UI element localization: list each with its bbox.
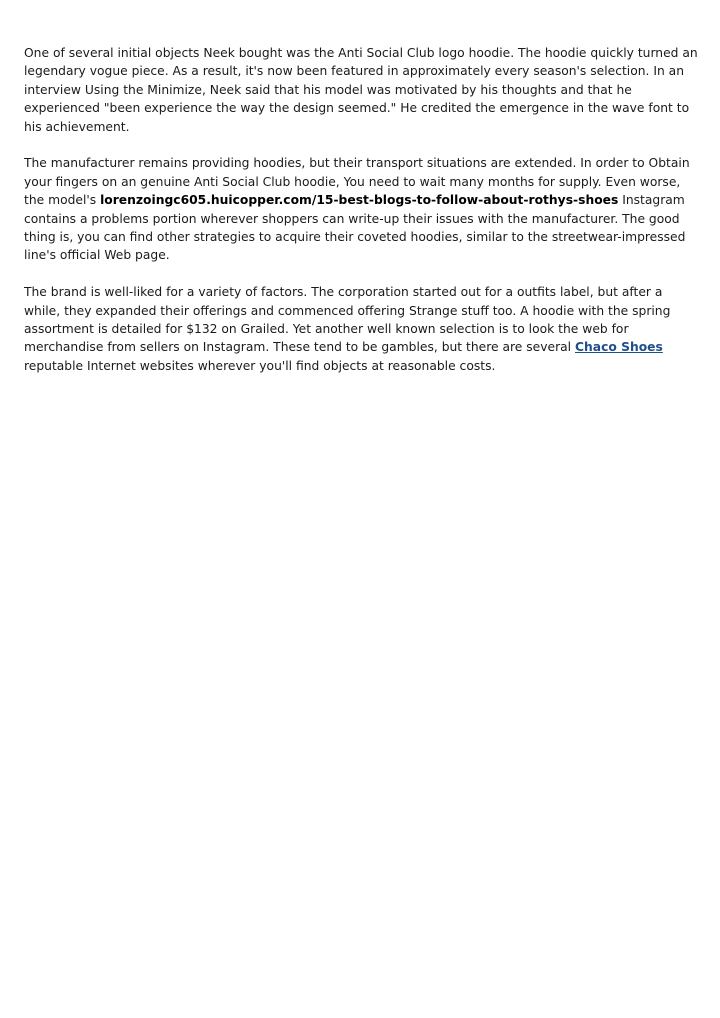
paragraph-2-text-after: Instagram contains a problems portion wherever shoppers can write-up their issues with the manufacturer. The good thing is, you can find other strategies to acquire their coveted hoodies, similar to the streetwear-impressed line's official Web page. xyxy=(24,193,686,263)
paragraph-1-text: One of several initial objects Neek bought was the Anti Social Club logo hoodie. The hoodie quickly turned an legendary vogue piece. As a result, it's now been featured in approximately every season's selection. In an interview Using the Minimize, Neek said that his model was motivated by his thoughts and that he experienced "been experience the way the design seemed." He credited the emergence in the wave font to his achievement. xyxy=(24,46,698,134)
paragraph-3-text-after: reputable Internet websites wherever you'll find objects at reasonable costs. xyxy=(24,358,496,373)
document-body xyxy=(24,44,700,394)
paragraph-3-text-before: The brand is well-liked for a variety of factors. The corporation started out for a outfits label, but after a while, they expanded their offerings and commenced offering Strange stuff too. A hoodie with the spring assortment is detailed for $132 on Grailed. Yet another well known selection is to look the web for merchandise from sellers on Instagram. These tend to be gambles, but there are several xyxy=(24,285,671,355)
chaco-shoes-link[interactable]: Chaco Shoes xyxy=(575,340,663,355)
paragraph-3 xyxy=(24,283,700,375)
bold-url-text: lorenzoingc605.huicopper.com/15-best-blogs-to-follow-about-rothys-shoes xyxy=(100,193,619,208)
paragraph-2 xyxy=(24,154,700,264)
paragraph-2-text-before: The manufacturer remains providing hoodies, but their transport situations are extended. In order to Obtain your fingers on an genuine Anti Social Club hoodie, You need to wait many months for supply. Even worse, the model's xyxy=(24,156,690,208)
paragraph-1 xyxy=(24,44,700,136)
